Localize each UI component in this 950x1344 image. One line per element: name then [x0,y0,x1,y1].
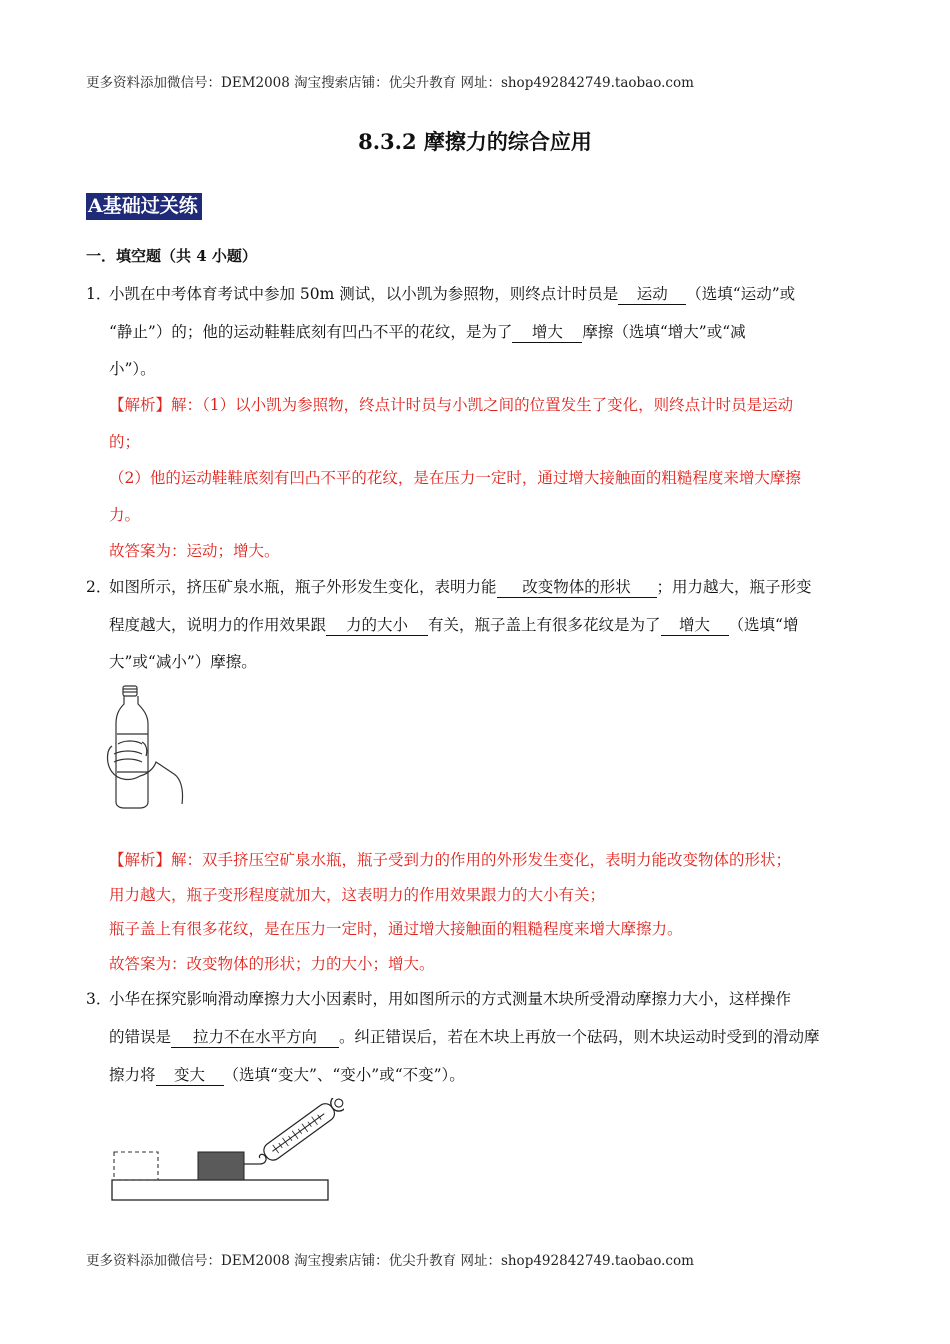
q1-line-1: 小凯在中考体育考试中参加 50m 测试，以小凯为参照物，则终点计时员是 运动 （选填“运动”或 [109,285,796,303]
q1-solution-2: 的； [109,433,141,451]
bottle-squeeze-figure [104,684,188,810]
section-heading: A基础过关练 [86,193,202,220]
q2-solution-2: 用力越大，瓶子变形程度就加大，这表明力的作用效果跟力的大小有关； [109,886,606,904]
q3-line-2: 的错误是 拉力不在水平方向 。纠正错误后，若在木块上再放一个砝码，则木块运动时受到的滑动摩 [109,1028,820,1046]
q2-line-3: 大”或“减小”）摩擦。 [109,653,257,671]
solution-tag: 【解析】 [109,851,172,869]
page-title: 8.3.2 摩擦力的综合应用 [358,129,592,154]
q2-answer-2: 力的大小 [326,616,428,636]
q1-line-3: 小”）。 [109,360,156,378]
q2-solution-1: 【解析】解：双手挤压空矿泉水瓶，瓶子受到力的作用的外形发生变化，表明力能改变物体的形状； [109,851,792,869]
q2-solution-3: 瓶子盖上有很多花纹，是在压力一定时，通过增大接触面的粗糙程度来增大摩擦力。 [109,920,683,938]
q2-answer-1: 改变物体的形状 [497,578,657,598]
q1-answer-1: 运动 [618,285,686,305]
dashed-block [114,1152,158,1180]
q1-line-2: “静止”）的；他的运动鞋鞋底刻有凹凸不平的花纹，是为了 增大 摩擦（选填“增大”或“减 [109,323,746,341]
q1-final-answer: 故答案为：运动；增大。 [109,542,280,560]
q2-answer-3: 增大 [661,616,729,636]
q3-number: 3． [86,990,112,1008]
wooden-block [198,1152,244,1180]
question-type-heading: 一．填空题（共 4 小题） [86,247,257,265]
q2-line-1: 如图所示，挤压矿泉水瓶，瓶子外形发生变化，表明力能 改变物体的形状 ；用力越大，瓶子形变 [109,578,812,596]
q1-number: 1． [86,285,112,303]
solution-tag: 【解析】 [109,396,172,414]
q2-number: 2． [86,578,112,596]
q3-answer-1: 拉力不在水平方向 [171,1028,339,1048]
page-footer: 更多资料添加微信号：DEM2008 淘宝搜索店铺：优尖升教育 网址：shop492842749.taobao.com [86,1253,694,1269]
page-header: 更多资料添加微信号：DEM2008 淘宝搜索店铺：优尖升教育 网址：shop492842749.taobao.com [86,75,694,91]
q2-final-answer: 故答案为：改变物体的形状；力的大小；增大。 [109,955,435,973]
q1-solution-4: 力。 [109,506,141,524]
q1-solution-1: 【解析】解：（1）以小凯为参照物，终点计时员与小凯之间的位置发生了变化，则终点计时员是运动 [109,396,794,414]
q3-answer-2: 变大 [156,1066,224,1086]
q1-answer-2: 增大 [512,323,582,343]
q2-line-2: 程度越大，说明力的作用效果跟 力的大小 有关，瓶子盖上有很多花纹是为了 增大 （选填“增 [109,616,799,634]
q3-line-3: 擦力将 变大 （选填“变大”、“变小”或“不变”）。 [109,1066,465,1084]
q1-solution-3: （2）他的运动鞋鞋底刻有凹凸不平的花纹，是在压力一定时，通过增大接触面的粗糙程度来增大摩擦 [109,469,801,487]
table-surface [112,1180,328,1200]
q3-line-1: 小华在探究影响滑动摩擦力大小因素时，用如图所示的方式测量木块所受滑动摩擦力大小，这样操作 [109,990,792,1008]
friction-experiment-figure [110,1098,344,1204]
spring-scale [261,1098,344,1163]
